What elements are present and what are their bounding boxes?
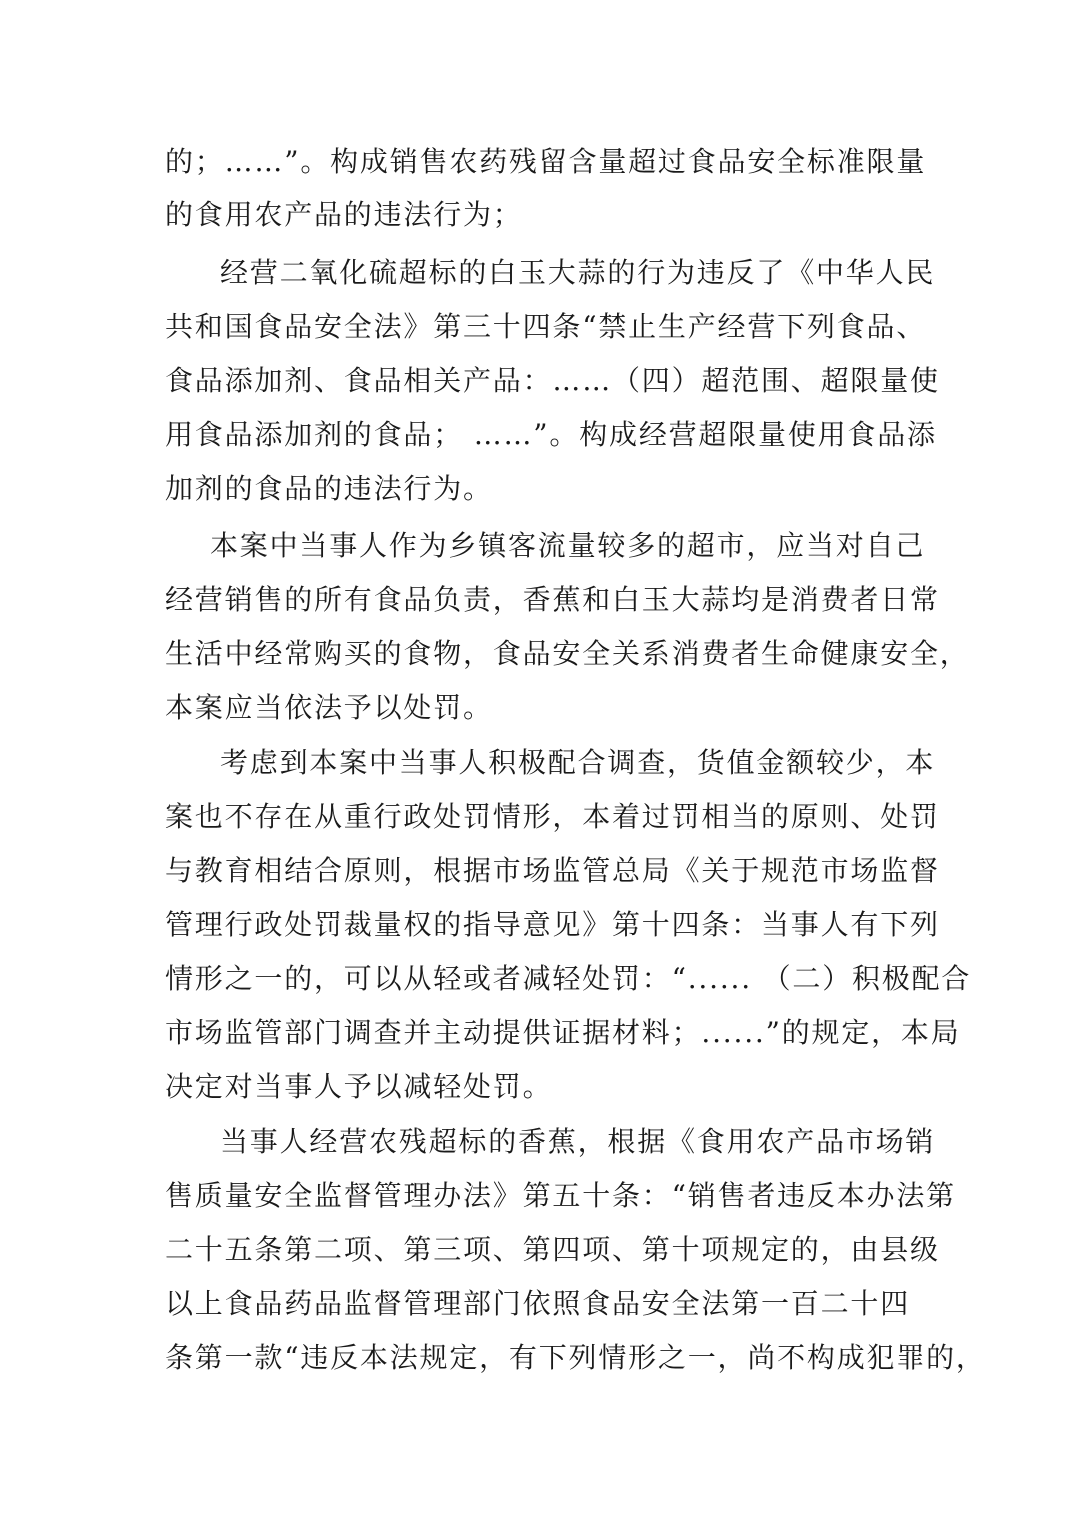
paragraph-3-line-2: 经营销售的所有食品负责，香蕉和白玉大蒜均是消费者日常 [165,583,940,616]
paragraph-5-line-5: 条第一款“违反本法规定，有下列情形之一，尚不构成犯罪的， [165,1341,986,1374]
paragraph-3-line-3: 生活中经常购买的食物，食品安全关系消费者生命健康安全， [165,637,970,670]
paragraph-4-line-5: 情形之一的，可以从轻或者减轻处罚：“...... （二）积极配合 [165,962,972,995]
paragraph-2-line-3: 食品添加剂、食品相关产品：……（四）超范围、超限量使 [165,364,940,397]
paragraph-2-line-2: 共和国食品安全法》第三十四条“禁止生产经营下列食品、 [165,310,927,343]
paragraph-4-line-1: 考虑到本案中当事人积极配合调查，货值金额较少，本 [220,746,936,779]
paragraph-4-line-3: 与教育相结合原则，根据市场监管总局《关于规范市场监督 [165,854,940,887]
paragraph-2-line-1: 经营二氧化硫超标的白玉大蒜的行为违反了《中华人民 [220,256,936,289]
paragraph-3-line-4: 本案应当依法予以处罚。 [165,691,493,724]
paragraph-4-line-2: 案也不存在从重行政处罚情形，本着过罚相当的原则、处罚 [165,800,940,833]
paragraph-4-line-6: 市场监管部门调查并主动提供证据材料；......”的规定，本局 [165,1016,961,1049]
paragraph-4-line-7: 决定对当事人予以减轻处罚。 [165,1070,553,1103]
paragraph-5-line-2: 售质量安全监督管理办法》第五十条：“销售者违反本办法第 [165,1179,956,1212]
paragraph-5-line-3: 二十五条第二项、第三项、第四项、第十项规定的，由县级 [165,1233,940,1266]
paragraph-5-line-1: 当事人经营农残超标的香蕉，根据《食用农产品市场销 [220,1125,936,1158]
text-line-2: 的食用农产品的违法行为； [165,198,523,231]
paragraph-5-line-4: 以上食品药品监督管理部门依照食品安全法第一百二十四 [165,1287,911,1320]
paragraph-3-line-1: 本案中当事人作为乡镇客流量较多的超市，应当对自己 [210,529,926,562]
paragraph-2-line-5: 加剂的食品的违法行为。 [165,472,493,505]
text-line-1: 的；……”。构成销售农药残留含量超过食品安全标准限量 [165,145,927,178]
paragraph-2-line-4: 用食品添加剂的食品； ……”。构成经营超限量使用食品添 [165,418,937,451]
paragraph-4-line-4: 管理行政处罚裁量权的指导意见》第十四条：当事人有下列 [165,908,940,941]
